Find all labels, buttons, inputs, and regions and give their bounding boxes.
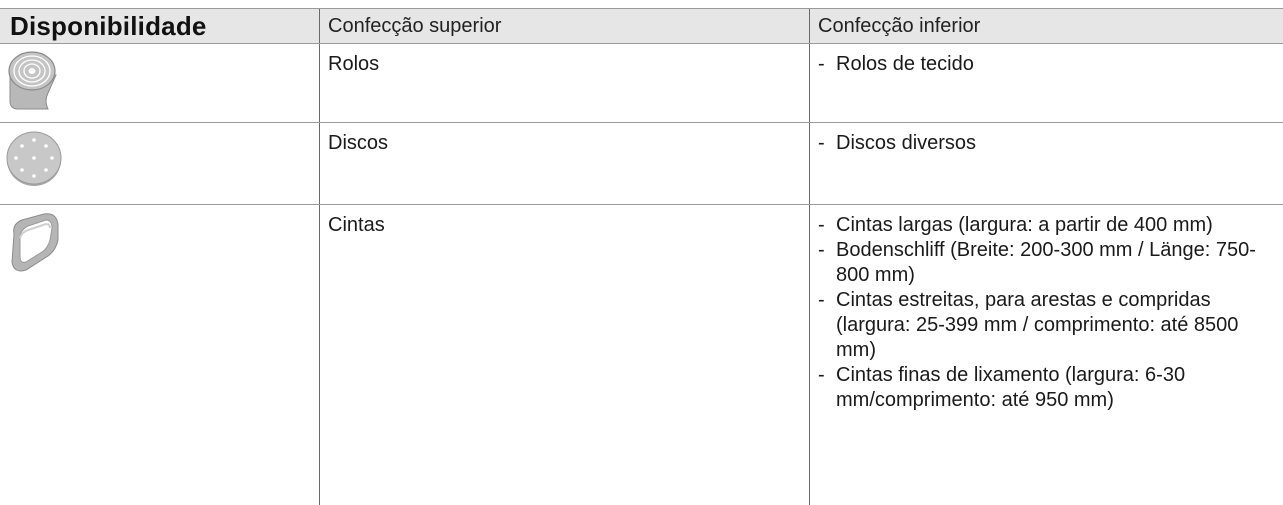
abrasive-disc-icon xyxy=(4,128,319,190)
header-lower-make: Confecção inferior xyxy=(818,14,981,37)
lower-make-cell xyxy=(810,205,1283,505)
table-header-row xyxy=(0,8,1283,44)
list-item: - Rolos de tecido xyxy=(818,52,1283,77)
list-item: - Bodenschliff (Breite: 200-300 mm / Länge: 750-800 mm) xyxy=(818,238,1283,288)
lower-make-cell xyxy=(810,44,1283,122)
list-item: - Cintas estreitas, para arestas e compridas (largura: 25-399 mm / comprimento: até 8500 mm) xyxy=(818,288,1283,363)
upper-make-cell: Discos xyxy=(320,123,810,204)
row-icon-cell xyxy=(0,44,320,122)
list-item: - Cintas finas de lixamento (largura: 6-30 mm/comprimento: até 950 mm) xyxy=(818,363,1283,413)
header-upper-make: Confecção superior xyxy=(320,9,810,43)
upper-make-cell: Rolos xyxy=(320,44,810,122)
table-row xyxy=(0,44,1283,123)
table-row xyxy=(0,205,1283,505)
upper-make-cell: Cintas xyxy=(320,205,810,505)
table-row xyxy=(0,123,1283,205)
row-icon-cell xyxy=(0,123,320,204)
list-item: - Cintas largas (largura: a partir de 400 mm) xyxy=(818,213,1283,238)
header-availability: Disponibilidade xyxy=(0,9,320,43)
abrasive-roll-icon xyxy=(4,49,319,115)
list-item: - Discos diversos xyxy=(818,131,1283,156)
row-icon-cell xyxy=(0,205,320,505)
availability-table xyxy=(0,8,1283,505)
lower-make-cell xyxy=(810,123,1283,204)
abrasive-belt-icon xyxy=(4,210,319,276)
